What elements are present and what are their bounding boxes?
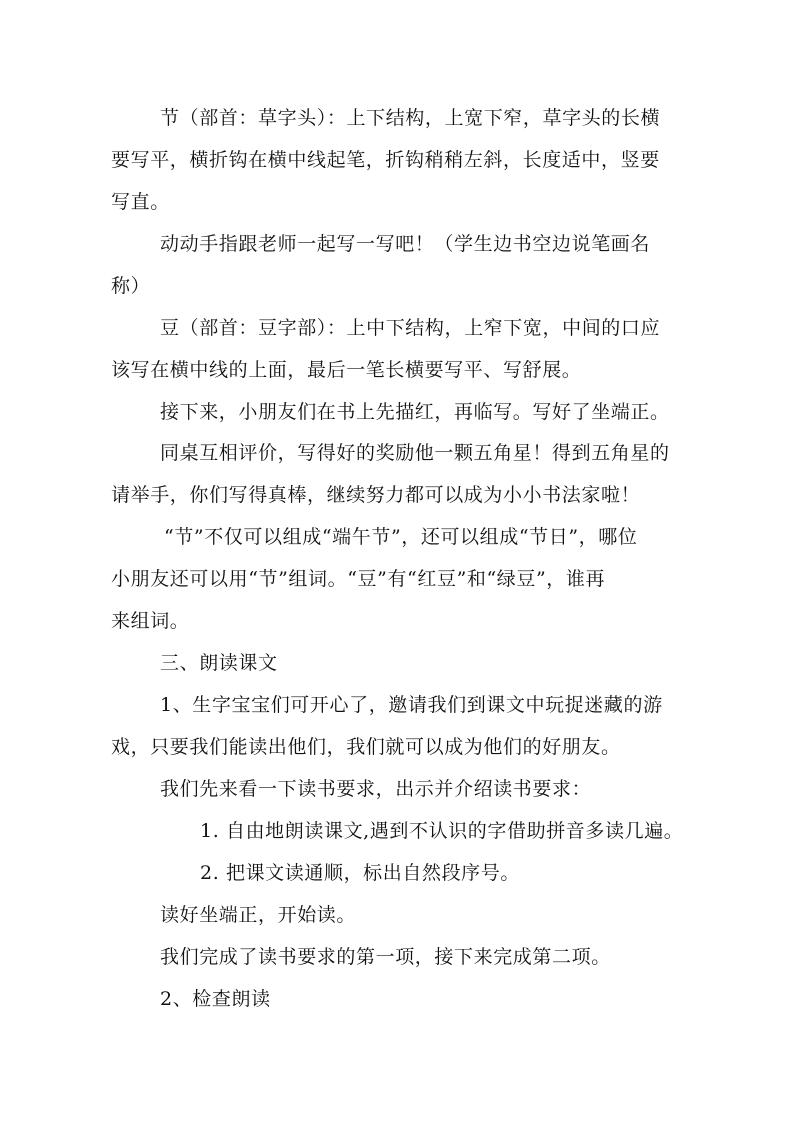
paragraph-dou-line-1: 豆（部首：豆字部）：上中下结构，上窄下宽，中间的口应 (160, 317, 661, 339)
paragraph-jie-line-1: 节（部首：草字头）：上下结构，上宽下窄，草字头的长横 (160, 107, 661, 129)
paragraph-jie-line-2: 要写平，横折钩在横中线起笔，折钩稍稍左斜，长度适中，竖要 (111, 149, 660, 171)
paragraph-jie-line-3: 写直。 (111, 191, 170, 213)
paragraph-words-line-3: 来组词。 (111, 610, 190, 632)
paragraph-words-line-1: “节”不仅可以组成“端午节”，还可以组成“节日”，哪位 (164, 526, 638, 548)
paragraph-eval-line-2: 请举手，你们写得真棒，继续努力都可以成为小小书法家啦！ (111, 484, 641, 506)
paragraph-follow-line-2: 称） (111, 275, 151, 297)
paragraph-first-done: 我们完成了读书要求的第一项，接下来完成第二项。 (160, 946, 611, 968)
paragraph-game-line-1: 1、生字宝宝们可开心了，邀请我们到课文中玩捉迷藏的游 (160, 694, 663, 716)
paragraph-follow-line-1: 动动手指跟老师一起写一写吧！（学生边书空边说笔画名 (160, 233, 651, 255)
paragraph-eval-line-1: 同桌互相评价，写得好的奖励他一颗五角星！得到五角星的 (160, 442, 670, 464)
paragraph-words-line-2: 小朋友还可以用“节”组词。“豆”有“红豆”和“绿豆”，谁再 (111, 568, 606, 590)
paragraph-start-reading: 读好坐端正，开始读。 (160, 904, 357, 926)
subheading-check-reading: 2、检查朗读 (160, 988, 271, 1010)
paragraph-dou-line-2: 该写在横中线的上面，最后一笔长横要写平、写舒展。 (111, 359, 582, 381)
requirement-item-1: 1. 自由地朗读课文,遇到不认识的字借助拼音多读几遍。 (200, 820, 684, 842)
section-heading-read-text: 三、朗读课文 (160, 652, 278, 674)
paragraph-game-line-2: 戏，只要我们能读出他们，我们就可以成为他们的好朋友。 (111, 736, 621, 758)
paragraph-requirements-intro: 我们先来看一下读书要求，出示并介绍读书要求： (160, 778, 592, 800)
requirement-item-2: 2. 把课文读通顺，标出自然段序号。 (200, 862, 520, 884)
paragraph-trace: 接下来，小朋友们在书上先描红，再临写。写好了坐端正。 (160, 401, 670, 423)
